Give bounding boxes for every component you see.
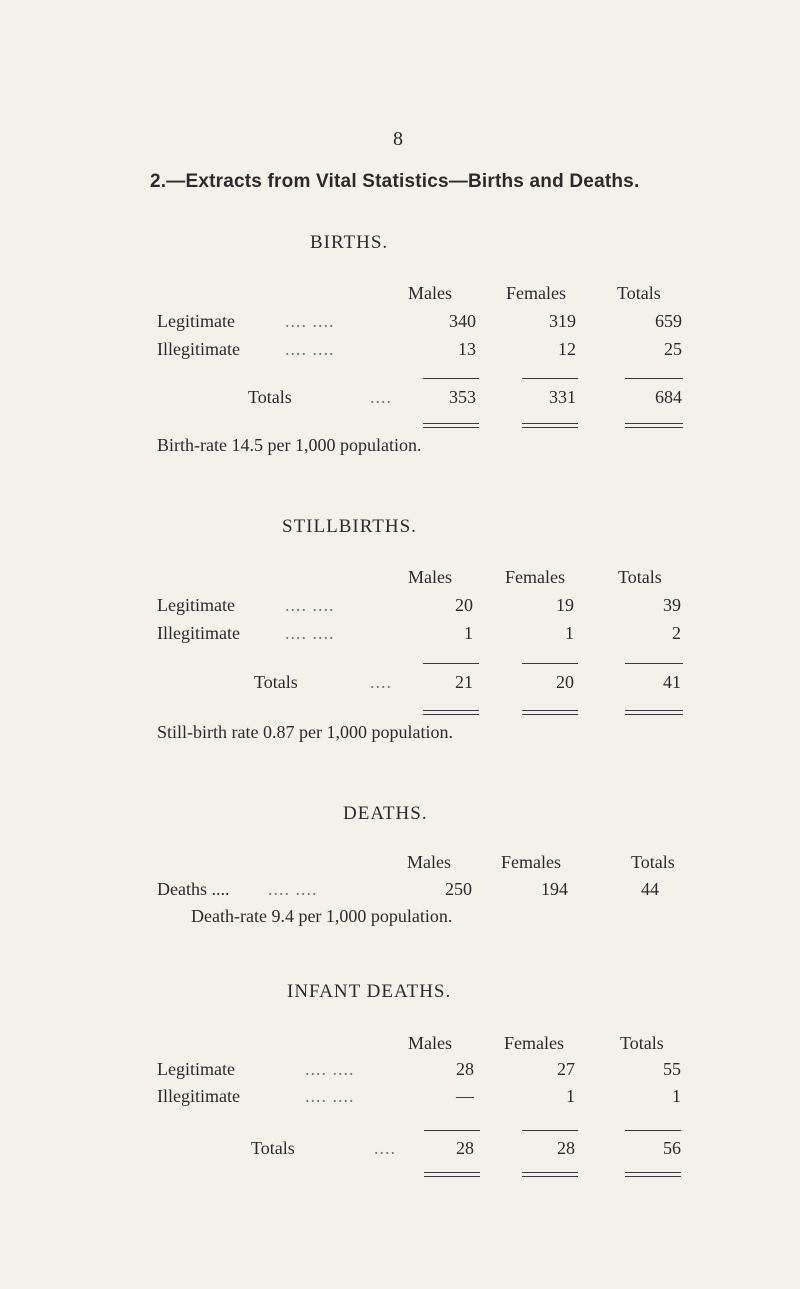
deaths-col-totals: Totals [631, 852, 675, 872]
total-double-rule [522, 1172, 578, 1177]
cell-totals: 659 [655, 311, 682, 331]
subtotal-rule [625, 1130, 681, 1131]
cell-males: 20 [455, 595, 473, 615]
births-col-males: Males [408, 283, 452, 303]
cell-females: 19 [556, 595, 574, 615]
still-birth-rate: Still-birth rate 0.87 per 1,000 population. [157, 722, 453, 742]
total-double-rule [424, 1172, 480, 1177]
subtotal-rule [625, 378, 683, 379]
total-double-rule [423, 423, 479, 428]
cell-females: 1 [566, 1086, 575, 1106]
cell-males: 21 [455, 672, 473, 692]
leader-dots: .... .... [305, 1059, 355, 1079]
row-label: Illegitimate [157, 339, 240, 359]
births-col-females: Females [506, 283, 566, 303]
infant-col-males: Males [408, 1033, 452, 1053]
leader-dots: .... .... [285, 311, 335, 331]
subtotal-rule [625, 663, 683, 664]
leader-dots: .... .... [305, 1086, 355, 1106]
leader-dots: .... .... [285, 623, 335, 643]
stillbirths-col-males: Males [408, 567, 452, 587]
cell-totals: 41 [663, 672, 681, 692]
totals-label: Totals [248, 387, 292, 407]
cell-females: 194 [541, 879, 568, 899]
total-double-rule [625, 423, 683, 428]
cell-totals: 55 [663, 1059, 681, 1079]
deaths-heading: DEATHS. [343, 803, 428, 824]
totals-label: Totals [254, 672, 298, 692]
births-col-totals: Totals [617, 283, 661, 303]
cell-totals: 684 [655, 387, 682, 407]
row-label: Illegitimate [157, 623, 240, 643]
cell-males: 28 [456, 1059, 474, 1079]
cell-totals: 25 [664, 339, 682, 359]
total-double-rule [522, 423, 578, 428]
subtotal-rule [423, 378, 479, 379]
leader-dots: .... .... [285, 339, 335, 359]
subtotal-rule [522, 1130, 578, 1131]
subtotal-rule [423, 663, 479, 664]
row-label: Illegitimate [157, 1086, 240, 1106]
total-double-rule [423, 710, 479, 715]
totals-label: Totals [251, 1138, 295, 1158]
deaths-col-females: Females [501, 852, 561, 872]
cell-males: 250 [445, 879, 472, 899]
cell-females: 28 [557, 1138, 575, 1158]
cell-totals: 1 [672, 1086, 681, 1106]
cell-females: 319 [549, 311, 576, 331]
cell-totals: 39 [663, 595, 681, 615]
total-double-rule [522, 710, 578, 715]
subtotal-rule [522, 663, 578, 664]
leader-dots: .... .... [268, 879, 318, 899]
leader-dots: .... .... [285, 595, 335, 615]
infant-col-females: Females [504, 1033, 564, 1053]
cell-females: 27 [557, 1059, 575, 1079]
leader-dots: .... [370, 672, 392, 692]
cell-males: — [456, 1086, 474, 1106]
stillbirths-col-totals: Totals [618, 567, 662, 587]
death-rate: Death-rate 9.4 per 1,000 population. [191, 906, 453, 926]
page-title: 2.—Extracts from Vital Statistics—Births and Deaths. [150, 171, 640, 192]
row-label: Legitimate [157, 1059, 235, 1079]
cell-females: 1 [565, 623, 574, 643]
stillbirths-col-females: Females [505, 567, 565, 587]
leader-dots: .... [370, 387, 392, 407]
subtotal-rule [424, 1130, 480, 1131]
cell-females: 331 [549, 387, 576, 407]
infant-deaths-heading: INFANT DEATHS. [287, 981, 452, 1002]
deaths-col-males: Males [407, 852, 451, 872]
cell-totals: 44 [641, 879, 659, 899]
row-label: Legitimate [157, 311, 235, 331]
birth-rate: Birth-rate 14.5 per 1,000 population. [157, 435, 422, 455]
cell-females: 20 [556, 672, 574, 692]
cell-males: 13 [458, 339, 476, 359]
row-label: Deaths .... [157, 879, 230, 899]
total-double-rule [625, 710, 683, 715]
subtotal-rule [522, 378, 578, 379]
stillbirths-heading: STILLBIRTHS. [282, 516, 417, 537]
cell-totals: 56 [663, 1138, 681, 1158]
cell-males: 28 [456, 1138, 474, 1158]
cell-males: 340 [449, 311, 476, 331]
cell-females: 12 [558, 339, 576, 359]
births-heading: BIRTHS. [310, 232, 389, 253]
leader-dots: .... [374, 1138, 396, 1158]
cell-males: 353 [449, 387, 476, 407]
infant-col-totals: Totals [620, 1033, 664, 1053]
page-number: 8 [393, 128, 403, 150]
total-double-rule [625, 1172, 681, 1177]
cell-males: 1 [464, 623, 473, 643]
row-label: Legitimate [157, 595, 235, 615]
cell-totals: 2 [672, 623, 681, 643]
